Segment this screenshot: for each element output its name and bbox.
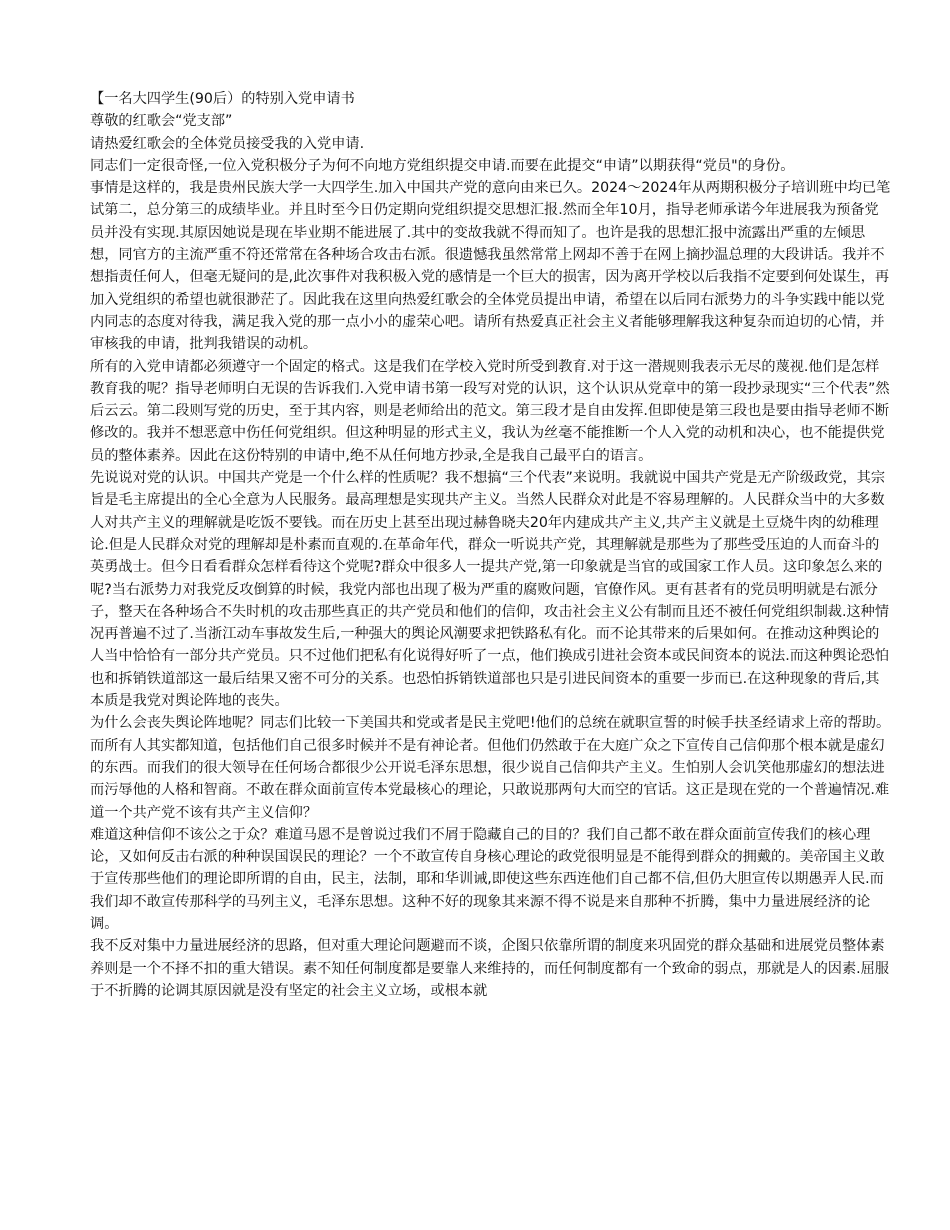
document-salutation: 尊敬的红歌会“党支部”: [90, 113, 233, 130]
paragraph-loss-of-public-opinion: 为什么会丧失舆论阵地呢？同志们比较一下美国共和党或者是民主党吧!他们的总统在就职宣誓的时候手扶圣经请求上帝的帮助。而所有人其实都知道，包括他们自己很多时候并不是有神论者。但他们仍然敢于在大庭广众之下宣传自己信仰那个根本就是虚幻的东西。而我们的很大领导在任何场合都很少公开说毛泽东思想，很少说自己信仰共产主义。生怕别人会讥笑他那虚幻的想法进而污辱他的人格和智商。不敢在群众面前宣传本党最核心的理论，只敢说那两句大而空的官话。这正是现在党的一个普遍情况.难道一个共产党不该有共产主义信仰？: [90, 715, 891, 821]
paragraph-why-here: 同志们一定很奇怪,一位入党积极分子为何不向地方党组织提交申请.而要在此提交“申请”以期获得“党员"的身份。: [90, 157, 795, 174]
paragraph-background: 事情是这样的，我是贵州民族大学一大四学生.加入中国共产党的意向由来已久。2024～2024年从两期积极分子培训班中均已笔试第二，总分第三的成绩毕业。并且时至今日仍定期向党组织提交思想汇报.然而全年10月，指导老师承诺今年进展我为预备党员并没有实现.其原因她说是现在毕业期不能进展了.其中的变故我就不得而知了。也许是我的思想汇报中流露出严重的左倾思想，同官方的主流严重不符还常常在各种场合攻击右派。很遗憾我虽然常常上网却不善于在网上摘抄温总理的大段讲话。我并不想指责任何人，但毫无疑问的是,此次事件对我积极入党的感情是一个巨大的损害，因为离开学校以后我指不定要到何处谋生，再加入党组织的希望也就很渺茫了。因此我在这里向热爱红歌会的全体党员提出申请，希望在以后同右派势力的斗争实践中能以党内同志的态度对待我，满足我入党的那一点小小的虚荣心吧。请所有热爱真正社会主义者能够理解我这种复杂而迫切的心情，并审核我的申请，批判我错误的动机。: [90, 180, 891, 353]
paragraph-understanding-of-party: 先说说对党的认识。中国共产党是一个什么样的性质呢？我不想搞“三个代表”来说明。我就说中国共产党是无产阶级政党，其宗旨是毛主席提出的全心全意为人民服务。最高理想是实现共产主义。当然人民群众对此是不容易理解的。人民群众当中的大多数人对共产主义的理解就是吃饭不要钱。而在历史上甚至出现过赫鲁晓夫20年内建成共产主义,共产主义就是土豆烧牛肉的幼稚理论.但是人民群众对党的理解却是朴素而直观的.在革命年代，群众一听说共产党，其理解就是那些为了那些受压迫的人而奋斗的英勇战士。但今日看看群众怎样看待这个党呢?群众中很多人一提共产党,第一印象就是当官的或国家工作人员。这印象怎么来的呢?当右派势力对我党反攻倒算的时候，我党内部也出现了极为严重的腐败问题，官僚作风。更有甚者有的党员明明就是右派分子，整天在各种场合不失时机的攻击那些真正的共产党员和他们的信仰，攻击社会主义公有制而且还不被任何党组织制裁.这种情况再普遍不过了.当浙江动车事故发生后,一种强大的舆论风潮要求把铁路私有化。而不论其带来的后果如何。在推动这种舆论的人当中恰恰有一部分共产党员。只不过他们把私有化说得好听了一点，他们换成引进社会资本或民间资本的说法.而这种舆论恐怕也和拆销铁道部这一最后结果又密不可分的关系。也恐怕拆销铁道部也只是引进民间资本的重要一步而已.在这种现象的背后,其本质是我党对舆论阵地的丧失。: [90, 470, 890, 710]
paragraph-publicize-belief: 难道这种信仰不该公之于众？难道马恩不是曾说过我们不屑于隐藏自己的目的？我们自己都不敢在群众面前宣传我们的核心理论，又如何反击右派的种种误国误民的理论？一个不敢宣传自身核心理论的政党很明显是不能得到群众的拥戴的。美帝国主义敢于宣传那些他们的理论即所谓的自由，民主，法制，耶和华训诫,即使这些东西连他们自己都不信,但仍大胆宣传以期愚弄人民.而我们却不敢宣传那科学的马列主义，毛泽东思想。这种不好的现象其来源不得不说是来自那种不折腾，集中力量进展经济的论调。: [90, 826, 885, 932]
paragraph-economic-focus: 我不反对集中力量进展经济的思路，但对重大理论问题避而不谈，企图只依靠所谓的制度来巩固党的群众基础和进展党员整体素养则是一个不择不扣的重大错误。素不知任何制度都是要靠人来维持的，而任何制度都有一个致命的弱点，那就是人的因素.屈服于不折腾的论调其原因就是没有坚定的社会主义立场，或根本就: [90, 938, 890, 999]
document-title: 【一名大四学生(90后）的特别入党申请书: [90, 91, 355, 107]
paragraph-intro: 请热爱红歌会的全体党员接受我的入党申请.: [90, 135, 365, 152]
paragraph-format-critique: 所有的入党申请都必须遵守一个固定的格式。这是我们在学校入党时所受到教育.对于这一潜规则我表示无尽的蔑视.他们是怎样教育我的呢？指导老师明白无误的告诉我们.入党申请书第一段写对党的认识，这个认识从党章中的第一段抄录现实“三个代表”然后云云。第二段则写党的历史，至于其内容，则是老师给出的范文。第三段才是自由发挥.但即使是第三段也是要由指导老师不断修改的。我并不想恶意中伤任何党组织。但这种明显的形式主义，我认为丝毫不能推断一个人入党的动机和决心，也不能提供党员的整体素养。因此在这份特别的申请中,绝不从任何地方抄录,全是我自己最平白的语言。: [90, 358, 890, 464]
